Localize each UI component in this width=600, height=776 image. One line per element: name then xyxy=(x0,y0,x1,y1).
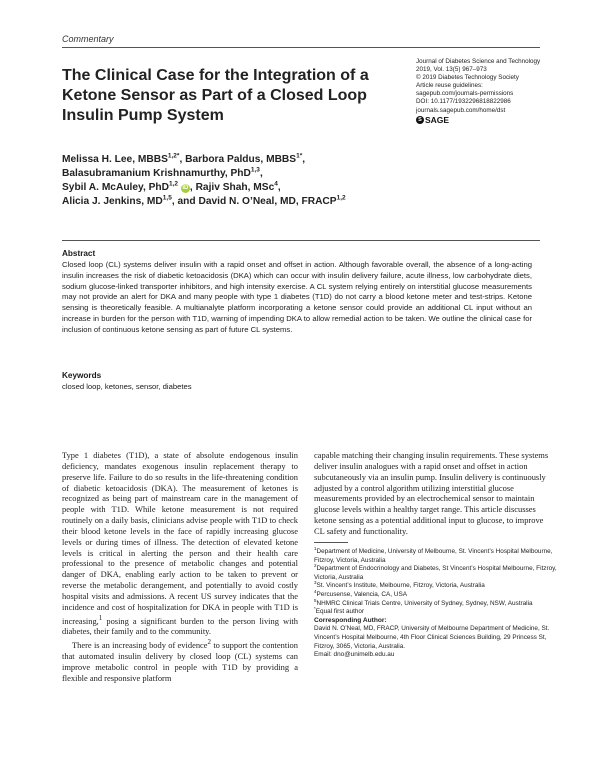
affiliation-text: Department of Medicine, University of Melbourne, St. Vincent’s Hospital Melbourne, Fitzroy, Victoria, Australia xyxy=(314,548,553,564)
body-column-left xyxy=(62,450,298,683)
keywords-heading: Keywords xyxy=(62,371,102,380)
section-label: Commentary xyxy=(62,34,114,44)
author-name: Rajiv Shah, MSc xyxy=(195,182,275,193)
affiliation-rule xyxy=(314,542,348,543)
affiliation-text: Department of Endocrinology and Diabetes, St Vincent’s Hospital Melbourne, Fitzroy, Victoria, Australia xyxy=(314,565,557,581)
affiliation-text: St. Vincent’s Institute, Melbourne, Fitzroy, Victoria, Australia xyxy=(316,582,485,590)
orcid-icon[interactable]: iD xyxy=(182,185,189,191)
journal-info-link[interactable]: sagepub.com/journals-permissions xyxy=(416,90,514,98)
body-paragraph xyxy=(62,637,298,683)
author-affiliation-sup: 1,3 xyxy=(250,166,260,174)
affiliation-number: * xyxy=(314,606,316,612)
author-affiliation-sup: 1* xyxy=(296,152,303,160)
author-affiliation-sup: 1,2* xyxy=(167,152,180,160)
abstract-heading: Abstract xyxy=(62,249,96,258)
citation-ref[interactable]: 2 xyxy=(207,638,212,647)
doi: DOI: 10.1177/1932296818822986 xyxy=(416,98,511,106)
author-connector: and xyxy=(177,196,196,207)
article-title: The Clinical Case for the Integration of a Ketone Sensor as Part of a Closed Loop Insulin Pump System xyxy=(62,67,369,124)
author-name: Sybil A. McAuley, PhD xyxy=(62,182,169,193)
sage-logo-text: SAGE xyxy=(425,114,450,125)
journal-info-line: Journal of Diabetes Science and Technology xyxy=(416,58,541,65)
journal-info-line: © 2019 Diabetes Technology Society xyxy=(416,74,519,82)
affiliations xyxy=(314,545,564,660)
body-text: Type 1 diabetes (T1D), a state of absolute endogenous insulin deficiency, mandates exogenous insulin replacement therapy to preserve life. Failure to do so results in the life-threatening condition of diabetic ketoacidosis (DKA). The measurement of ketones is recognized as being part of mainstream care in the management of people with T1D. While ketone measurement is not required routinely on a daily basis, clinicians advise people with T1D to check their blood ketone levels in the face of rapidly increasing glucose levels or during times of illness. The detection of elevated ketone levels is critical in alerting the person and their health care professional to the presence of metabolic changes and potential danger of DKA, enabling early action to be taken to prevent or reverse the metabolic derangement, and potentially to avoid costly hospital visits and admissions. A recent US survey indicates that the incidence and cost of hospitalization for DKA in people with T1D is increasing, xyxy=(62,450,298,626)
author-affiliation-sup: 4 xyxy=(274,180,278,188)
author-name: Balasubramanium Krishnamurthy, PhD xyxy=(62,168,251,179)
affiliation-text: Percusense, Valencia, CA, USA xyxy=(316,590,407,598)
author-name: Barbora Paldus, MBBS xyxy=(185,154,297,165)
affiliation-item xyxy=(314,608,564,617)
author-name: Alicia J. Jenkins, MD xyxy=(62,196,163,207)
journal-info xyxy=(416,58,566,124)
sage-logo-icon: S xyxy=(416,116,424,124)
abstract-rule xyxy=(62,240,540,241)
affiliation-item xyxy=(314,582,564,591)
body-paragraph: capable matching their changing insulin requirements. These systems deliver insulin analogues with a rapid onset and offset in action subcutaneously via an insulin pump. Insulin delivery is continuously adjusted by a control algorithm utilizing interstitial glucose measurements provided by an electrochemical sensor to maintain glucose levels within a healthy target range. This article discusses ketone sensing as a potential additional input to glucose, to improve CL safety and functionality. xyxy=(314,450,549,536)
corresponding-author-text: David N. O’Neal, MD, FRACP, University of Melbourne Department of Medicine, St. Vincent’s Hospital Melbourne, 4th Floor Clinical Sciences Building, 29 Princess St, Fitzroy, 3065, Victoria, Australia. xyxy=(314,625,550,650)
journal-info-line: 2019, Vol. 13(5) 967–973 xyxy=(416,66,487,74)
author-list: Melissa H. Lee, $MBBS^{1,2*}$, Barbora Paldus, $MBBS^{1*}$, Balasubramanium Krishnamurthy, PhD$^{1,3}$, Sybil A. McAuley, PhD$^{1,2}$ iD , Rajiv Shah, MSc$^4$, Alicia J. Jenkins, MD$^{1,5}$, and David N. O’Neal, MD, FRACP$^{1,2}$ xyxy=(62,152,346,207)
affiliation-item xyxy=(314,565,564,582)
body-text: posing a significant burden to the person living with diabetes, their family and to the community. xyxy=(62,615,298,637)
author-name: David N. O’Neal, MD, FRACP xyxy=(198,196,337,207)
corresponding-author-email[interactable]: Email: dno@unimelb.edu.au xyxy=(314,651,395,659)
sage-logo xyxy=(416,116,566,124)
body-paragraph xyxy=(62,450,298,637)
abstract-text: Closed loop (CL) systems deliver insulin with a rapid onset and offset in action. Although favorable overall, the absence of a long-acting insulin increases the risk of diabetic ketoacidosis (DKA) which can occur with insulin delivery failure, acute illness, low carbohydrate diets, sodium glucose-linked transporter inhibitors, and high intensity exercise. A CL system relying entirely on interstitial glucose measurements may not provide an alert for DKA and many people with type 1 diabetes (T1D) do not carry a blood ketone meter and test-strips. Ketone sensing is theoretically feasible. A multianalyte platform incorporating a ketone sensor could provide an additional CL input without an increase in burden for the person with T1D, warning of impending DKA to allow remedial action to be taken. We outline the clinical case for inclusion of continuous ketone sensing as part of future CL systems. xyxy=(62,260,532,334)
body-text: to support the contention that automated insulin delivery by closed loop (CL) systems can improve metabolic control in people with T1D by providing a flexible and responsive platform xyxy=(62,639,298,683)
journal-homepage-link[interactable]: journals.sagepub.com/home/dst xyxy=(416,106,506,114)
affiliation-number: 4 xyxy=(314,588,317,594)
author-name: Melissa H. Lee, MBBS xyxy=(62,154,168,165)
affiliation-number: 1 xyxy=(314,545,317,551)
author-affiliation-sup: 1,2 xyxy=(336,194,346,202)
affiliation-text: NHMRC Clinical Trials Centre, University of Sydney, Sydney, NSW, Australia xyxy=(316,599,533,607)
affiliation-item xyxy=(314,545,564,565)
affiliation-number: 3 xyxy=(314,580,317,586)
author-affiliation-sup: 1,5 xyxy=(162,194,172,202)
citation-ref[interactable]: 1 xyxy=(98,613,103,622)
affiliation-number: 5 xyxy=(314,597,317,603)
header-rule xyxy=(62,47,540,48)
affiliation-number: 2 xyxy=(314,563,317,569)
corresponding-author-heading: Corresponding Author: xyxy=(314,616,387,624)
author-affiliation-sup: 1,2 xyxy=(169,180,179,188)
journal-info-line: Article reuse guidelines: xyxy=(416,82,483,90)
keywords-text: closed loop, ketones, sensor, diabetes xyxy=(62,382,192,391)
body-column-right xyxy=(314,450,554,537)
affiliation-text: Equal first author xyxy=(315,608,365,616)
body-text: There is an increasing body of evidence xyxy=(72,639,208,650)
